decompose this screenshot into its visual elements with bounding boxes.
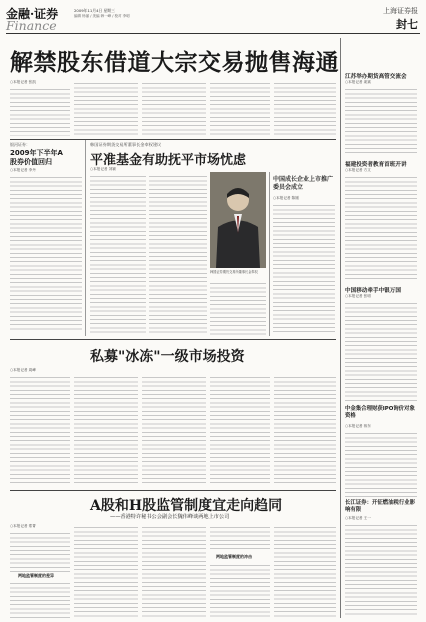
divider-h3 [10,490,336,491]
bottom-body-col1 [10,530,70,572]
lead-body-col1 [10,86,70,136]
bottom-subhead2: 两地监管制度的冲击 [216,554,252,559]
right-item1-byline: ○本报记者 姜斌 [345,80,371,84]
middle-headline: 私募"冰冻"一级市场投资 [90,349,245,365]
date-line: 2009年11月4日 星期三 [74,8,115,13]
bottom-body-col4 [210,524,270,552]
feature-headline: 平准基金有助抚平市场忧虑 [90,153,247,168]
bottom-headline: A股和H股监管制度宜走向趋同 [90,498,283,514]
right-item1-headline: 江苏举办期货高管交流会 [345,74,407,80]
feature-photo [210,172,266,268]
right-item2-byline: ○本报记者 方文 [345,168,371,172]
divider-left-col [85,140,86,336]
divider-h1 [10,139,336,140]
sidebar-body [10,174,82,332]
bottom-body-col2 [74,524,138,618]
divider-h2 [10,339,336,340]
person-photo-icon [210,172,266,268]
lead-body-col3 [142,80,206,136]
bottom-body-col1b [10,580,70,618]
feature-byline: ○本报记者 刘颖 [90,167,116,171]
right-item4-headline: 中金集合理财获IPO询价对象资格 [345,406,415,419]
center-right-body [273,202,335,334]
right-item1-body [345,86,417,156]
paper-name: 上海证券报 [383,7,418,15]
photo-caption: 韩国证券期货交易所董事长金奉权 [210,270,258,274]
right-item4-byline: ○本报记者 蒋东 [345,424,371,428]
center-right-byline: ○本报记者 陈刚 [273,196,299,200]
lead-headline: 解禁股东借道大宗交易抛售海通 [10,49,339,76]
right-item3-byline: ○本报记者 张明 [345,294,371,298]
right-item4-body [345,430,417,498]
bottom-byline: ○本报记者 郑菁 [10,524,36,528]
lead-body-col4 [210,80,270,136]
right-item5-body [345,522,417,616]
sidebar-kicker: 银河证券： [10,142,30,147]
bottom-subhead1: 两地监管制度的差异 [18,573,54,578]
feature-kicker: 韩国证券期货交易所董事长金奉权建议 [90,142,162,147]
lead-body-col5 [274,80,336,136]
divider-right-col [340,38,341,618]
sidebar-headline: 2009年下半年A股券价值回归 [10,149,63,166]
bottom-body-col5 [274,524,336,618]
lead-body-col2 [74,80,138,136]
middle-body-col5 [274,374,336,486]
middle-body-col4 [210,374,270,486]
feature-body-col3 [210,280,266,336]
middle-byline: ○本报记者 周峰 [10,368,36,372]
middle-body-col1 [10,374,70,486]
right-item2-body [345,174,417,282]
right-item3-body [345,300,417,404]
center-right-headline: 中国成长企业上市推广委员会成立 [273,176,334,191]
page-number: 封七 [396,18,418,31]
middle-body-col3 [142,374,206,486]
right-item3-headline: 中国移动牵手中银万国 [345,288,401,294]
editor-line: 编辑 杨丽 / 美编 韩一峰 / 校对 李明 [74,14,130,18]
sidebar-byline: ○本报记者 李丹 [10,168,36,172]
right-item5-byline: ○本报记者 王一 [345,516,371,520]
middle-body-col2 [74,374,138,486]
bottom-subhead: ——香港特许秘书公会副会长魏伟峰谈两地上市公司 [110,514,230,520]
feature-body-col1 [90,173,146,335]
right-item2-headline: 福建投资者教育首班开讲 [345,162,407,168]
feature-body-col2 [149,173,207,335]
right-item5-headline: 长江证券：开征燃油税行业影响有限 [345,500,416,513]
lead-byline: ○本报记者 张凯 [10,80,36,84]
bottom-body-col4b [210,562,270,618]
section-title-cn: 金融·证券 [6,7,59,21]
section-title-en: Finance [6,18,57,33]
bottom-body-col3 [142,524,206,618]
masthead [6,4,420,34]
